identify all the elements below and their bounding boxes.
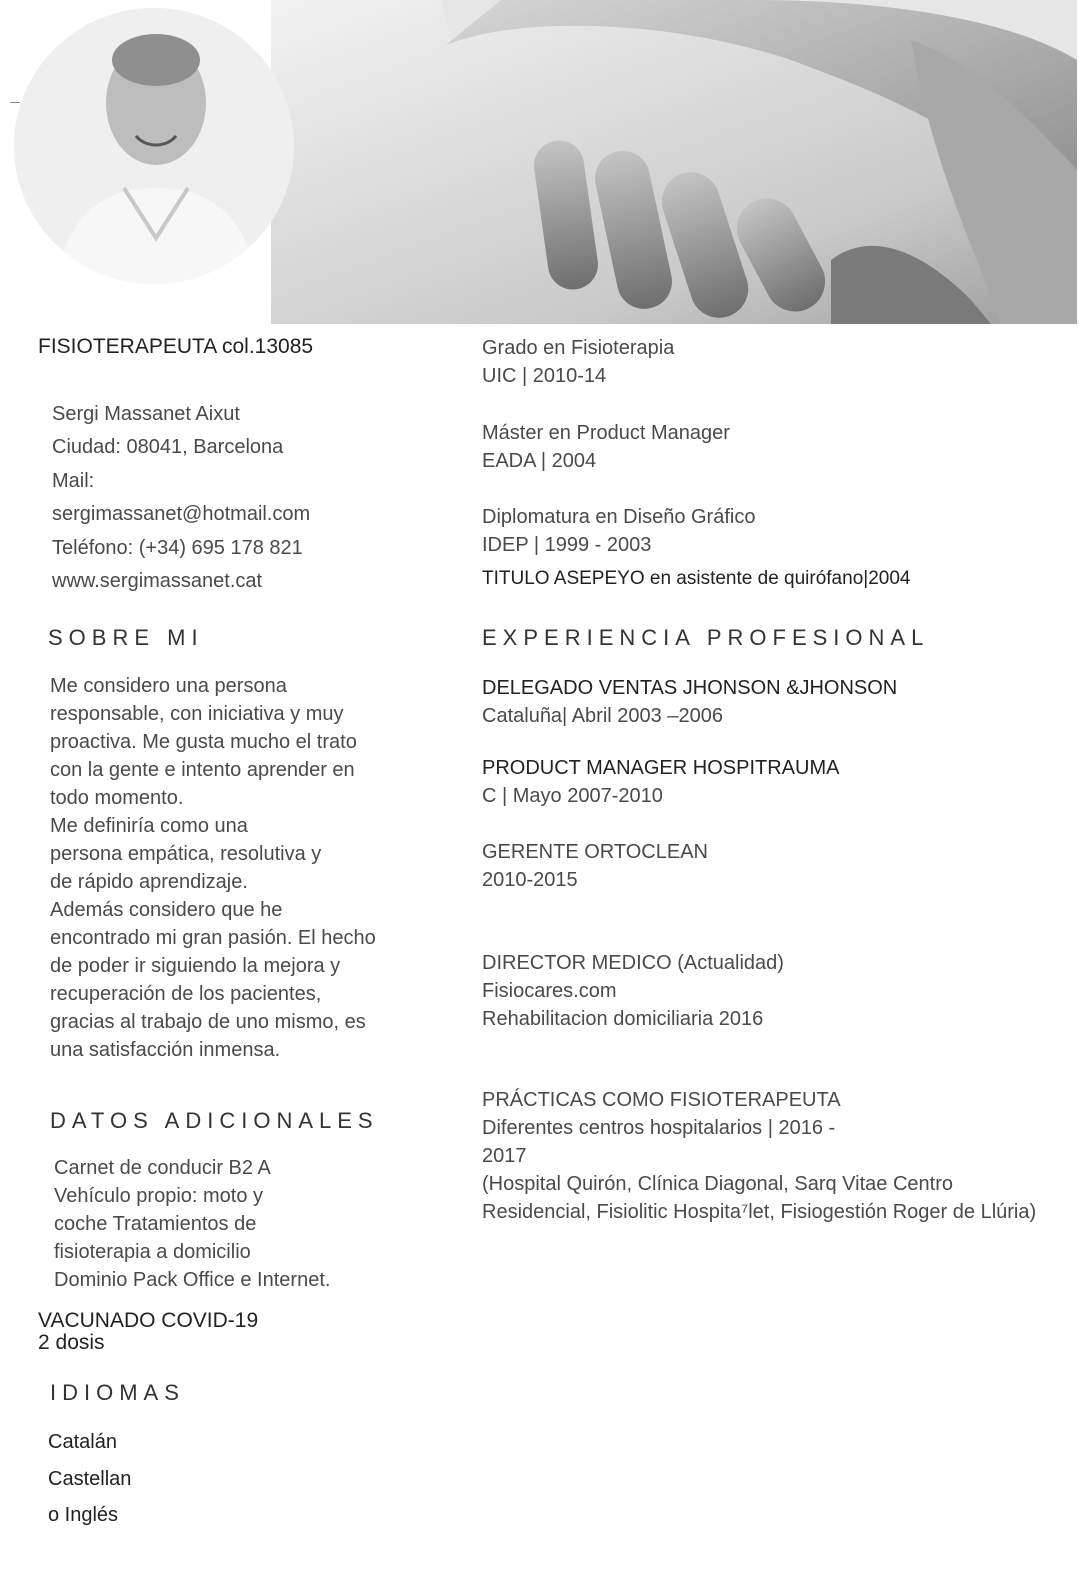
profession-title: FISIOTERAPEUTA col.13085 xyxy=(38,335,314,358)
contact-city: Ciudad: 08041, Barcelona xyxy=(52,436,284,459)
contact-mail-label: Mail: xyxy=(52,469,95,492)
hands-massage-photo xyxy=(271,0,1077,324)
about-line: Me considero una persona xyxy=(50,675,287,697)
job-detail: 2010-2015 xyxy=(482,869,578,891)
education-item xyxy=(482,503,755,559)
contact-website[interactable]: www.sergimassanet.cat xyxy=(52,570,263,593)
job-detail: Rehabilitacion domiciliaria 2016 xyxy=(482,1008,764,1030)
about-line: todo momento. xyxy=(50,787,184,809)
education-item xyxy=(482,419,730,475)
about-text xyxy=(50,672,376,1064)
additional-line: Vehículo propio: moto y xyxy=(54,1185,264,1207)
vaccine-note xyxy=(38,1310,258,1354)
about-line: Me definiría como una xyxy=(50,815,248,837)
contact-block xyxy=(52,398,310,598)
contact-name: Sergi Massanet Aixut xyxy=(52,403,240,425)
job-title: PRODUCT MANAGER HOSPITRAUMA xyxy=(482,757,840,779)
education-title: Máster en Product Manager xyxy=(482,422,730,444)
contact-email[interactable]: sergimassanet@hotmail.com xyxy=(52,503,311,526)
about-line: una satisfacción inmensa. xyxy=(50,1039,281,1061)
language-item: o Inglés xyxy=(48,1504,119,1526)
languages-list xyxy=(48,1424,131,1534)
education-detail: EADA | 2004 xyxy=(482,450,597,472)
job-detail: Cataluña| Abril 2003 –2006 xyxy=(482,705,723,727)
job-title: DELEGADO VENTAS JHONSON &JHONSON xyxy=(482,677,898,699)
additional-line: coche Tratamientos de xyxy=(54,1213,257,1235)
job-item xyxy=(482,1086,1036,1226)
job-detail: C | Mayo 2007-2010 xyxy=(482,785,663,807)
additional-line: Dominio Pack Office e Internet. xyxy=(54,1269,331,1291)
education-detail: IDEP | 1999 - 2003 xyxy=(482,534,652,556)
job-item xyxy=(482,949,784,1033)
education-title: Grado en Fisioterapia xyxy=(482,337,675,359)
languages-heading: IDIOMAS xyxy=(50,1380,185,1405)
job-item xyxy=(482,838,708,894)
job-detail: Residencial, Fisiolitic Hospita⁷let, Fisiogestión Roger de Llúria) xyxy=(482,1201,1037,1223)
about-line: de poder ir siguiendo la mejora y xyxy=(50,955,341,977)
about-line: gracias al trabajo de uno mismo, es xyxy=(50,1011,366,1033)
job-title: GERENTE ORTOCLEAN xyxy=(482,841,708,863)
about-line: con la gente e intento aprender en xyxy=(50,759,355,781)
additional-text xyxy=(54,1154,330,1294)
certificate-line: TITULO ASEPEYO en asistente de quirófano|2004 xyxy=(482,568,911,589)
about-heading: SOBRE MI xyxy=(48,625,204,650)
education-item xyxy=(482,334,674,390)
portrait-photo xyxy=(14,8,294,284)
job-title: DIRECTOR MEDICO (Actualidad) xyxy=(482,952,784,974)
about-line: Además considero que he xyxy=(50,899,283,921)
about-line: responsable, con iniciativa y muy xyxy=(50,703,344,725)
about-line: proactiva. Me gusta mucho el trato xyxy=(50,731,357,753)
job-detail: Fisiocares.com xyxy=(482,980,617,1002)
job-title: PRÁCTICAS COMO FISIOTERAPEUTA xyxy=(482,1089,841,1111)
about-line: de rápido aprendizaje. xyxy=(50,871,248,893)
experience-heading: EXPERIENCIA PROFESIONAL xyxy=(482,625,930,650)
job-item xyxy=(482,674,897,730)
language-item: Castellan xyxy=(48,1467,132,1490)
about-line: recuperación de los pacientes, xyxy=(50,983,322,1005)
additional-heading: DATOS ADICIONALES xyxy=(50,1108,379,1133)
decorative-tick xyxy=(10,102,20,103)
profile-photo xyxy=(14,8,294,284)
additional-line: fisioterapia a domicilio xyxy=(54,1241,251,1263)
job-detail: 2017 xyxy=(482,1145,527,1167)
banner-image xyxy=(271,0,1077,324)
education-title: Diplomatura en Diseño Gráfico xyxy=(482,506,756,528)
job-detail: Diferentes centros hospitalarios | 2016 - xyxy=(482,1117,836,1139)
job-detail: (Hospital Quirón, Clínica Diagonal, Sarq Vitae Centro xyxy=(482,1173,953,1195)
job-item xyxy=(482,754,839,810)
additional-line: Carnet de conducir B2 A xyxy=(54,1157,271,1179)
about-line: encontrado mi gran pasión. El hecho xyxy=(50,927,376,949)
vaccine-dose: 2 dosis xyxy=(38,1331,105,1354)
vaccine-line: VACUNADO COVID-19 xyxy=(38,1309,259,1332)
contact-phone: Teléfono: (+34) 695 178 821 xyxy=(52,536,303,559)
education-detail: UIC | 2010-14 xyxy=(482,365,607,387)
about-line: persona empática, resolutiva y xyxy=(50,843,322,865)
language-item: Catalán xyxy=(48,1431,117,1453)
